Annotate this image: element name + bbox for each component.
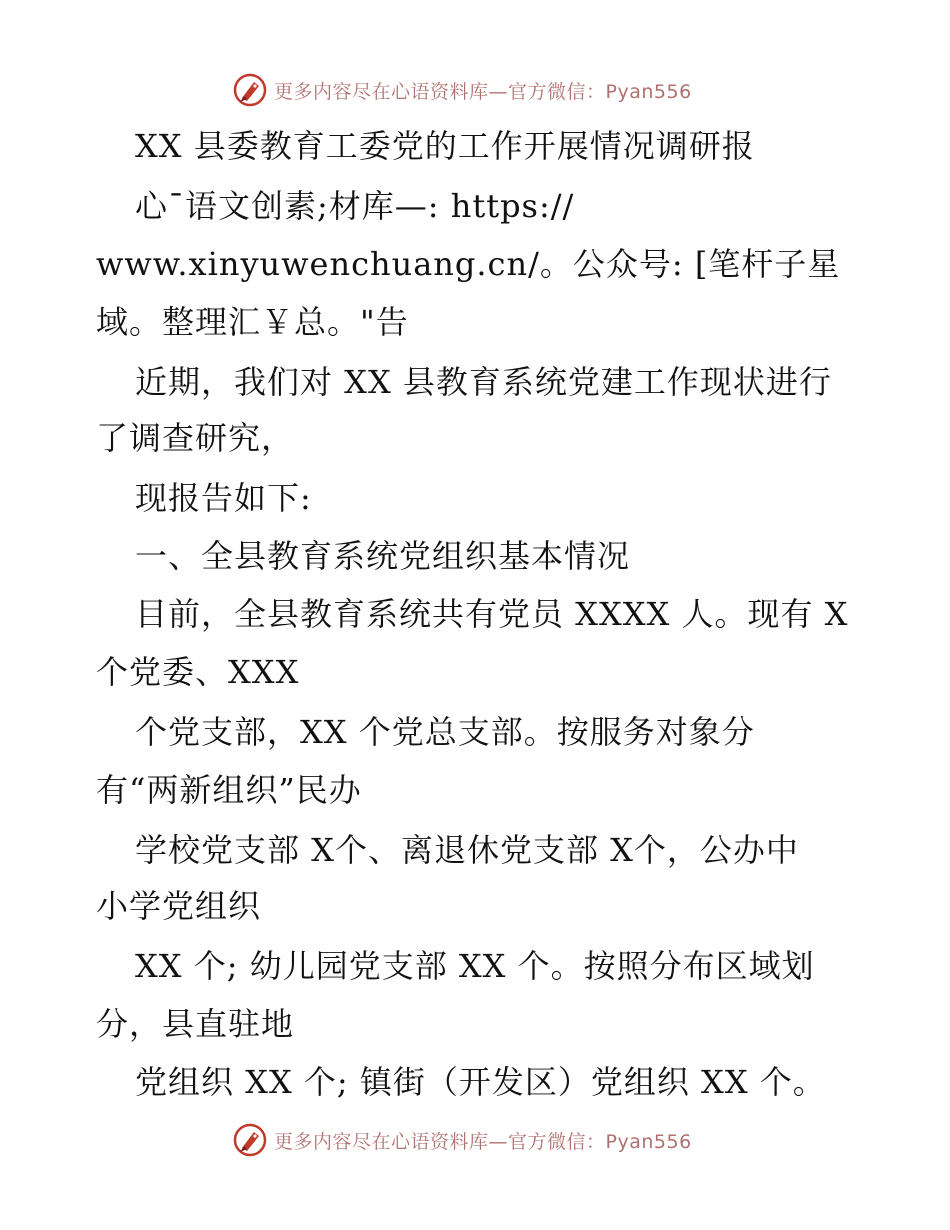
document-line: 学校党支部 X个、离退休党支部 X个，公办中 [135, 831, 799, 869]
document-line: 目前，全县教育系统共有党员 XXXX 人。现有 X [135, 595, 849, 633]
document-line: 近期，我们对 XX 县教育系统党建工作现状进行 [135, 363, 832, 401]
watermark-text: 更多内容尽在心语资料库—官方微信：Pyan556 [274, 1130, 692, 1153]
document-line: 有“两新组织”民办 [96, 771, 362, 809]
document-line: 现报告如下: [135, 479, 312, 517]
document-line: 党组织 XX 个; 镇街（开发区）党组织 XX 个。 [135, 1063, 826, 1101]
document-line: www.xinyuwenchuang.cn/。公众号: [笔杆子星 [96, 245, 841, 283]
document-title-line: XX 县委教育工委党的工作开展情况调研报 [135, 127, 755, 165]
document-line: 个党委、XXX [96, 653, 300, 691]
section-heading: 一、全县教育系统党组织基本情况 [135, 537, 631, 575]
document-line: 小学党组织 [96, 887, 262, 925]
footer-watermark [232, 1122, 692, 1158]
document-line: 分，县直驻地 [96, 1005, 295, 1043]
header-watermark [232, 72, 692, 108]
document-line: 心¯语文创素;材库—: https:// [135, 187, 575, 225]
pen-nib-logo-icon [232, 72, 268, 108]
document-line: 个党支部，XX 个党总支部。按服务对象分 [135, 713, 755, 751]
watermark-text: 更多内容尽在心语资料库—官方微信：Pyan556 [274, 80, 692, 103]
document-line: 了调查研究， [96, 419, 295, 457]
pen-nib-logo-icon [232, 1122, 268, 1158]
document-line: 域。整理汇￥总。"告 [96, 303, 409, 341]
document-line: XX 个; 幼儿园党支部 XX 个。按照分布区域划 [135, 947, 815, 985]
